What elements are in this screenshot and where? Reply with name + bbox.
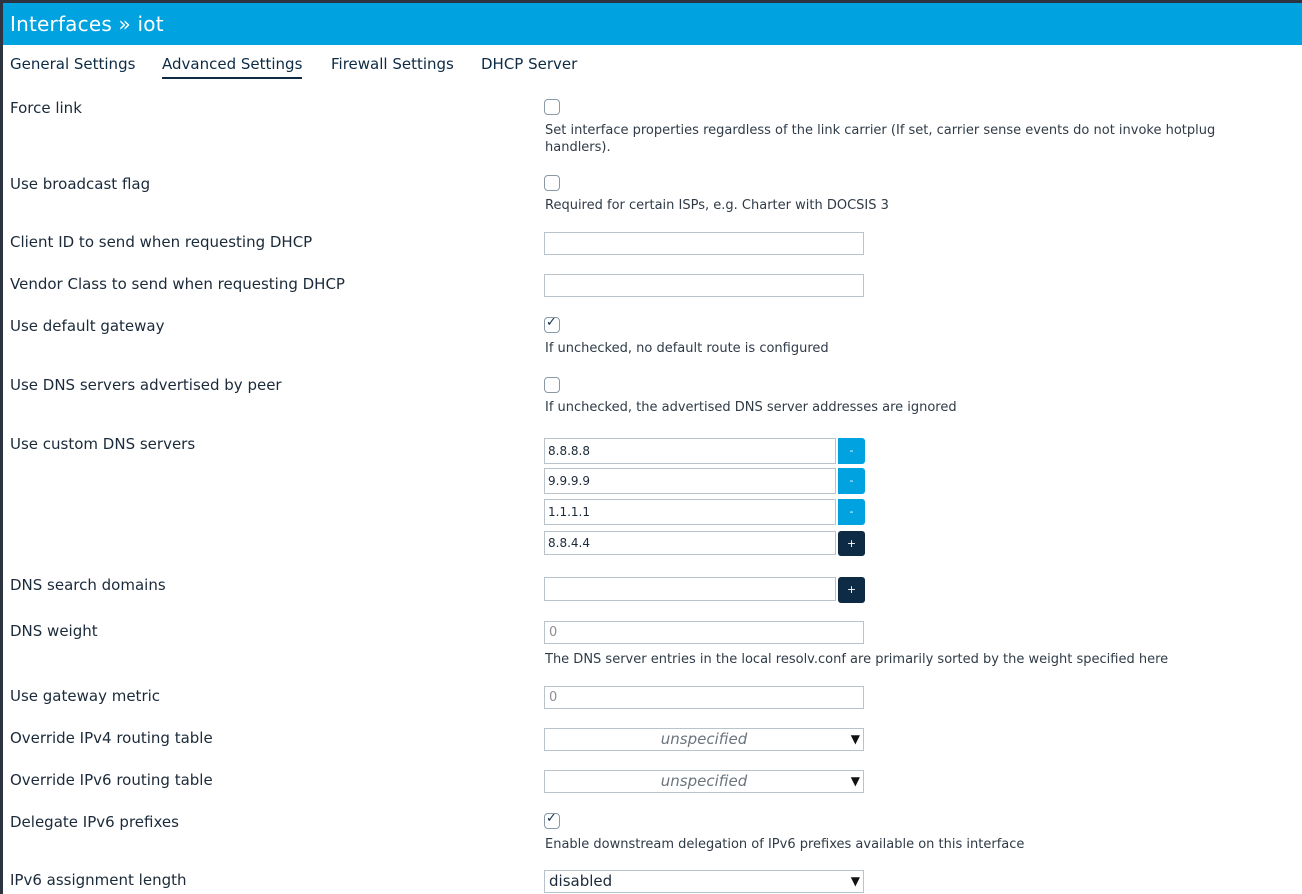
ipv6-table-label: Override IPv6 routing table	[10, 771, 213, 789]
gateway-metric-label: Use gateway metric	[10, 687, 161, 705]
remove-dns-button[interactable]: -	[838, 499, 865, 525]
ipv6-assign-length-select[interactable]	[544, 870, 864, 893]
chevron-down-icon: ▼	[850, 874, 860, 888]
force-link-description-line1: Set interface properties regardless of the link carrier (If set, carrier sense events do not invoke hotplug	[545, 123, 1216, 138]
dns-weight-description: The DNS server entries in the local resolv.conf are primarily sorted by the weight specified here	[545, 652, 1169, 667]
client-id-label: Client ID to send when requesting DHCP	[10, 233, 313, 251]
broadcast-flag-description: Required for certain ISPs, e.g. Charter with DOCSIS 3	[545, 198, 889, 213]
vendor-class-label: Vendor Class to send when requesting DHCP	[10, 275, 345, 293]
remove-dns-button[interactable]: -	[838, 468, 865, 494]
ipv6-assign-length-selected: disabled	[549, 872, 613, 890]
force-link-label: Force link	[10, 99, 82, 117]
delegate-ipv6-label: Delegate IPv6 prefixes	[10, 813, 179, 831]
chevron-down-icon: ▼	[850, 732, 860, 746]
chevron-down-icon: ▼	[850, 774, 860, 788]
peer-dns-checkbox[interactable]	[544, 377, 560, 393]
client-id-input[interactable]	[544, 232, 864, 255]
dns-weight-label: DNS weight	[10, 622, 98, 640]
broadcast-flag-checkbox[interactable]	[544, 175, 560, 191]
ipv6-table-selected: unspecified	[660, 772, 748, 790]
dns-server-entry[interactable]: 1.1.1.1	[544, 499, 836, 525]
delegate-ipv6-description: Enable downstream delegation of IPv6 prefixes available on this interface	[545, 837, 1025, 852]
custom-dns-label: Use custom DNS servers	[10, 435, 196, 453]
remove-dns-button[interactable]: -	[838, 438, 865, 464]
dns-search-input[interactable]	[544, 577, 836, 601]
window-edge	[0, 0, 3, 894]
delegate-ipv6-checkbox[interactable]	[544, 813, 560, 829]
add-dns-button[interactable]: +	[838, 531, 865, 556]
page-title: Interfaces » iot	[10, 12, 164, 36]
default-gateway-description: If unchecked, no default route is configured	[545, 341, 829, 356]
ipv6-assign-length-label: IPv6 assignment length	[10, 871, 187, 889]
ipv4-table-label: Override IPv4 routing table	[10, 729, 213, 747]
ipv6-table-select[interactable]	[544, 770, 864, 793]
check-icon: ✓	[546, 811, 557, 826]
vendor-class-input[interactable]	[544, 274, 864, 297]
default-gateway-checkbox[interactable]	[544, 317, 560, 333]
ipv4-table-selected: unspecified	[660, 730, 748, 748]
default-gateway-label: Use default gateway	[10, 317, 165, 335]
peer-dns-label: Use DNS servers advertised by peer	[10, 376, 282, 394]
dns-server-entry[interactable]: 9.9.9.9	[544, 468, 836, 494]
add-search-domain-button[interactable]: +	[838, 577, 865, 603]
gateway-metric-input[interactable]: 0	[544, 686, 864, 709]
dns-weight-input[interactable]: 0	[544, 621, 864, 644]
tab-dhcp-server[interactable]: DHCP Server	[481, 55, 578, 73]
tab-general-settings[interactable]: General Settings	[10, 55, 136, 73]
dns-search-label: DNS search domains	[10, 576, 166, 594]
dns-server-entry[interactable]: 8.8.8.8	[544, 438, 836, 464]
broadcast-flag-label: Use broadcast flag	[10, 175, 151, 193]
new-dns-server-input[interactable]: 8.8.4.4	[544, 531, 836, 555]
page-header	[3, 0, 1302, 45]
check-icon: ✓	[546, 315, 557, 330]
force-link-checkbox[interactable]	[544, 99, 560, 115]
tab-firewall-settings[interactable]: Firewall Settings	[331, 55, 454, 73]
tab-advanced-settings[interactable]: Advanced Settings	[162, 55, 302, 79]
force-link-description	[545, 122, 1215, 156]
ipv4-table-select[interactable]	[544, 728, 864, 751]
force-link-description-line2: handlers).	[545, 140, 611, 155]
peer-dns-description: If unchecked, the advertised DNS server addresses are ignored	[545, 400, 957, 415]
